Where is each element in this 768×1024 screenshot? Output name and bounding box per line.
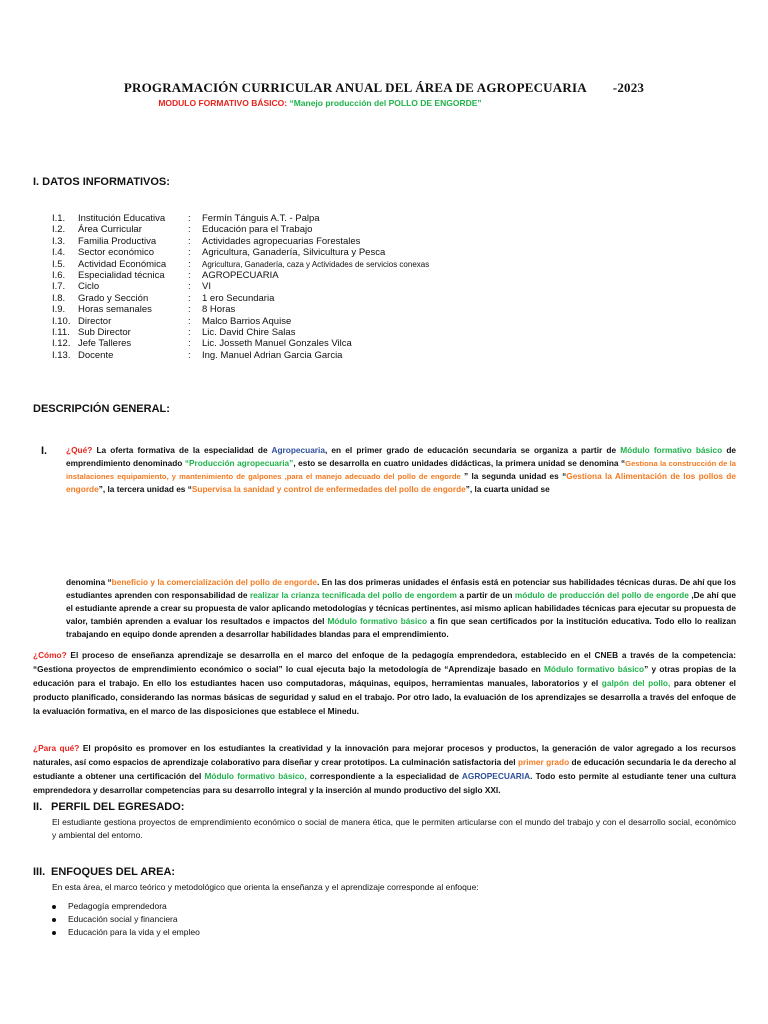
que-roman: I. xyxy=(41,445,48,457)
bullet-icon xyxy=(52,918,56,922)
info-label: Sub Director xyxy=(78,327,131,339)
text-run: de emprendimiento denominado xyxy=(66,445,737,468)
text-run: a partir de un xyxy=(456,590,515,600)
info-label: Actividad Económica xyxy=(78,258,167,270)
info-num: I.7. xyxy=(52,281,66,293)
info-num: I.10. xyxy=(52,315,71,327)
info-colon: : xyxy=(188,349,191,361)
text-run: El proceso de enseñanza aprendizaje se desarrolla en el marco del enfoque de la pedagogía emprendedora, establecido en el CNEB a través de la competencia: “Gestiona proyectos de emprendimiento económico o social” lo cual ejecuta bajo la metodología de “Aprendizaje basado en xyxy=(33,650,736,674)
text-unit1: Gestiona la construcción de la instalaciones equipamiento, y mantenimiento de galpones ,para el manejo adecuado del pollo de engorde xyxy=(66,459,736,481)
list-item-label: Educación para la vida y el empleo xyxy=(68,927,200,937)
section-datos-heading: I. DATOS INFORMATIVOS: xyxy=(33,176,170,188)
text-realizar: realizar la crianza tecnificada del pollo de engordem xyxy=(249,590,457,600)
info-label: Horas semanales xyxy=(78,304,152,316)
text-run: . En las dos primeras unidades el énfasis está en potenciar sus habilidades técnicas duras. De ahí que los estudiantes aprenden con responsabilidad de xyxy=(66,577,736,600)
perfil-num: II. xyxy=(33,801,43,813)
info-value: Educación para el Trabajo xyxy=(202,224,313,236)
info-colon: : xyxy=(188,235,191,247)
text-modprod: módulo de producción del pollo de engorde xyxy=(514,590,689,600)
text-agro: Agropecuaria xyxy=(271,445,325,455)
info-row xyxy=(52,338,429,349)
paraque-paragraph xyxy=(33,741,736,797)
info-value: AGROPECUARIA xyxy=(202,270,279,282)
info-label: Área Curricular xyxy=(78,224,142,236)
text-run: , esto se desarrolla en cuatro unidades didácticas, la primera unidad se denomina “ xyxy=(293,458,626,468)
info-num: I.1. xyxy=(52,213,66,224)
info-num: I.3. xyxy=(52,235,66,247)
perfil-title: PERFIL DEL EGRESADO: xyxy=(51,801,185,813)
list-item xyxy=(52,901,167,911)
perfil-text: El estudiante gestiona proyectos de emprendimiento económico o social de manera ética, que le permiten articularse con el mundo del trabajo y con el desarrollo social, económico y ambiental del entorno. xyxy=(52,817,736,840)
info-row xyxy=(52,281,429,292)
text-run: , en el primer grado de educación secundaria se organiza a partir de xyxy=(324,445,621,455)
info-row xyxy=(52,270,429,281)
info-colon: : xyxy=(188,224,191,236)
info-label: Especialidad técnica xyxy=(78,270,165,282)
text-mfb: Módulo formativo básico xyxy=(327,616,428,626)
info-colon: : xyxy=(188,213,191,224)
como-paragraph xyxy=(33,648,736,718)
text-galpon: galpón del pollo, xyxy=(601,678,671,688)
document-title xyxy=(0,80,768,96)
text-unit4: beneficio y la comercialización del pollo de engorde xyxy=(111,577,317,587)
enfoques-title: ENFOQUES DEL AREA: xyxy=(51,866,176,878)
paraque-label: ¿Para qué? xyxy=(33,743,80,753)
text-mfb: Módulo formativo básico xyxy=(543,664,645,674)
text-unit3: Supervisa la sanidad y control de enfermedades del pollo de engorde xyxy=(191,484,466,494)
info-num: I.13. xyxy=(52,349,71,361)
text-run: a fin que sean certificados por la institución educativa. Todo ello lo realizan trabajando en equipo donde aprenden a desarrollar habilidades blandas para el emprendimiento. xyxy=(66,616,737,639)
text-run: La oferta formativa de la especialidad de xyxy=(92,445,272,455)
info-num: I.4. xyxy=(52,247,66,259)
info-colon: : xyxy=(188,258,191,270)
info-colon: : xyxy=(188,304,191,316)
text-run: para obtener el producto planificado, considerando las normas básicas de seguridad y salud en el trabajo. Por otro lado, la evaluación de los aprendizajes se desarrolla a través del enfoque de la evaluación formativa, en el marco de las disposiciones que establece el Minedu. xyxy=(33,678,736,716)
section-perfil-heading xyxy=(33,801,184,813)
info-value: Actividades agropecuarias Forestales xyxy=(202,235,361,247)
info-num: I.11. xyxy=(52,327,70,339)
info-label: Ciclo xyxy=(78,281,100,293)
info-value: 1 ero Secundaria xyxy=(202,292,275,304)
text-run: ” y otras propias de la educación para el trabajo. En ello los estudiantes hacen uso computadoras, máquinas, equipos, herramientas manuales, laboratorios y el xyxy=(33,664,737,688)
info-row xyxy=(52,350,429,361)
info-row xyxy=(52,224,429,235)
info-num: I.5. xyxy=(52,258,66,270)
bullet-icon xyxy=(52,931,56,935)
info-label: Institución Educativa xyxy=(78,213,166,224)
info-table xyxy=(52,213,429,361)
text-mfb: Módulo formativo básico xyxy=(620,445,723,455)
text-primer: primer grado xyxy=(517,757,570,767)
info-label: Sector económico xyxy=(78,247,155,259)
text-run: . Todo esto permite al estudiante tener una cultura emprendedora y desarrollar competencias para su desarrollo integral y la inserción al mundo productivo del siglo XXI. xyxy=(33,771,736,795)
info-value: Lic. David Chire Salas xyxy=(202,327,296,339)
como-label: ¿Cómo? xyxy=(33,650,67,660)
text-unit2: Gestiona la Alimentación de los pollos de engorde xyxy=(66,471,736,494)
info-label: Jefe Talleres xyxy=(78,338,132,350)
info-num: I.12. xyxy=(52,338,71,350)
text-run: El propósito es promover en los estudiantes la creatividad y la innovación para mejorar procesos y productos, la generación de valor agregado a los recursos naturales, así como espacios de aprendizaje colaborativo para diseñar y crear prototipos. La culminación satisfactoria del xyxy=(33,743,737,767)
info-value: Agricultura, Ganadería, caza y Actividades de servicios conexas xyxy=(202,259,430,269)
text-run: ”, la tercera unidad es “ xyxy=(98,484,192,494)
text-run: denomina “ xyxy=(66,577,112,587)
text-run: ,De ahí que el estudiante aprende a crear su propuesta de valor aplicando metodologías y técnicas pertinentes, así mismo aplican habilidades técnicas para ejecutar su propuesta de valor, también aprenden a evaluar los resultados e impactos del xyxy=(66,590,736,626)
enfoques-num: III. xyxy=(33,866,46,878)
info-value: Lic. Josseth Manuel Gonzales Vilca xyxy=(202,338,352,350)
info-row xyxy=(52,304,429,315)
list-item-label: Pedagogía emprendedora xyxy=(68,901,167,911)
info-row xyxy=(52,213,429,224)
info-row xyxy=(52,236,429,247)
info-value: VI xyxy=(202,281,211,293)
text-prod: “Producción agropecuaria” xyxy=(184,458,294,468)
info-label: Grado y Sección xyxy=(78,292,149,304)
section-descripcion-heading: DESCRIPCIÓN GENERAL: xyxy=(33,403,170,415)
subtitle-prefix: MODULO FORMATIVO BÁSICO: xyxy=(158,98,288,108)
info-colon: : xyxy=(188,270,191,282)
subtitle-value: “Manejo producción del POLLO DE ENGORDE” xyxy=(289,98,482,108)
que-paragraph xyxy=(66,444,736,496)
info-row xyxy=(52,327,429,338)
info-colon: : xyxy=(188,281,191,293)
bullet-icon xyxy=(52,905,56,909)
text-agro: AGROPECUARIA xyxy=(461,771,531,781)
info-value: Fermín Tánguis A.T. - Palpa xyxy=(202,213,320,224)
info-row xyxy=(52,293,429,304)
text-mfb: Módulo formativo básico, xyxy=(204,771,307,781)
info-num: I.2. xyxy=(52,224,66,236)
title-text: PROGRAMACIÓN CURRICULAR ANUAL DEL ÁREA DE AGROPECUARIA xyxy=(123,80,587,95)
info-colon: : xyxy=(188,315,191,327)
info-label: Docente xyxy=(78,349,114,361)
section-enfoques-heading xyxy=(33,866,175,878)
info-label: Director xyxy=(78,315,112,327)
info-row xyxy=(52,247,429,258)
title-year: -2023 xyxy=(612,80,645,95)
info-colon: : xyxy=(188,327,191,339)
list-item-label: Educación social y financiera xyxy=(68,914,178,924)
info-value: Malco Barrios Aquise xyxy=(202,315,292,327)
info-colon: : xyxy=(188,338,191,350)
text-run: ” la segunda unidad es “ xyxy=(460,471,567,481)
que-label: ¿Qué? xyxy=(66,445,93,455)
info-num: I.9. xyxy=(52,304,66,316)
info-num: I.8. xyxy=(52,292,66,304)
text-run: de educación secundaria le da derecho al estudiante a obtener una certificación del xyxy=(33,757,736,781)
que-continuation xyxy=(66,576,736,641)
module-subtitle xyxy=(0,98,640,108)
enfoques-text: En esta área, el marco teórico y metodológico que orienta la enseñanza y el aprendizaje corresponde al enfoque: xyxy=(52,882,479,892)
info-colon: : xyxy=(188,247,191,259)
info-value: 8 Horas xyxy=(202,304,236,316)
text-run: correspondiente a la especialidad de xyxy=(306,771,462,781)
list-item xyxy=(52,927,200,937)
info-num: I.6. xyxy=(52,270,66,282)
info-row xyxy=(52,259,429,270)
info-value: Ing. Manuel Adrian Garcia Garcia xyxy=(202,349,343,361)
info-value: Agricultura, Ganadería, Silvicultura y Pesca xyxy=(202,247,386,259)
info-label: Familia Productiva xyxy=(78,235,157,247)
info-colon: : xyxy=(188,292,191,304)
list-item xyxy=(52,914,178,924)
text-run: ”, la cuarta unidad se xyxy=(465,484,550,494)
info-row xyxy=(52,316,429,327)
